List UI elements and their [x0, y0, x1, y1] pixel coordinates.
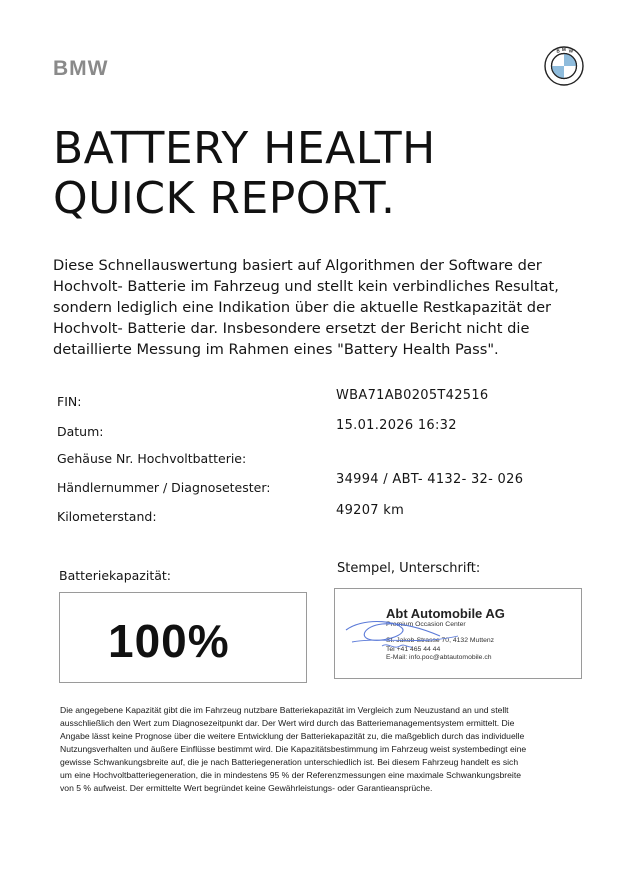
- intro-line: sondern lediglich eine Indikation über die aktuelle Restkapazität der: [53, 299, 552, 316]
- capacity-label: Batteriekapazität:: [59, 568, 172, 583]
- svg-text:B: B: [556, 48, 560, 54]
- battery-housing-label: Gehäuse Nr. Hochvoltbatterie:: [57, 451, 247, 466]
- date-label: Datum:: [57, 424, 104, 439]
- intro-line: detaillierte Messung im Rahmen eines "Battery Health Pass".: [53, 341, 499, 358]
- fin-value: WBA71AB0205T42516: [336, 388, 489, 403]
- svg-text:W: W: [568, 48, 574, 54]
- stamp-company: Abt Automobile AG: [386, 606, 505, 621]
- footnote-line: von 5 % aufweist. Der ermittelte Wert begründet keine Gewährleistungs- oder Garantieansprüche.: [60, 783, 433, 793]
- footnote-line: gewisse Schwankungsbreite auf, die je nach Batteriegeneration unterschiedlich ist. Bei diesem Fahrzeug handelt es sich: [60, 757, 519, 767]
- stamp-phone: Tel +41 465 44 44: [386, 646, 441, 653]
- bmw-logo-icon: [544, 46, 584, 86]
- dealer-label: Händlernummer / Diagnosetester:: [57, 480, 271, 495]
- footnote-line: Die angegebene Kapazität gibt die im Fahrzeug nutzbare Batteriekapazität im Vergleich zum Neuzustand an und stellt: [60, 705, 509, 715]
- footnote-line: um eine Hochvoltbatteriegeneration, die in mindestens 95 % der Referenzmessungen eine maximale Schwankungsbreite: [60, 770, 521, 780]
- footnote-line: Angabe lässt keine Prognose über die weitere Entwicklung der Batteriekapazität zu, die maßgeblich durch das individuelle: [60, 731, 525, 741]
- footnote-line: ausschließlich den Wert zum Diagnosezeitpunkt dar. Der Wert wird durch das Batteriemanagementsystem ermittelt. Die: [60, 718, 515, 728]
- title-line-1: BATTERY HEALTH: [53, 123, 436, 174]
- date-value: 15.01.2026 16:32: [336, 418, 457, 433]
- mileage-value: 49207 km: [336, 503, 405, 518]
- intro-line: Diese Schnellauswertung basiert auf Algorithmen der Software der: [53, 257, 542, 274]
- stamp-email: E-Mail: info.poc@abtautomobile.ch: [386, 654, 492, 661]
- brand-wordmark: BMW: [53, 57, 109, 80]
- signature-scribble: [342, 612, 462, 660]
- mileage-label: Kilometerstand:: [57, 509, 157, 524]
- intro-line: Hochvolt- Batterie dar. Insbesondere ersetzt der Bericht nicht die: [53, 320, 530, 337]
- footnote-line: Nutzungsverhalten und äußere Einflüsse bestimmt wird. Die Kapazitätsbestimmung im Fahrzeug weist systembedingt eine: [60, 744, 527, 754]
- fin-label: FIN:: [57, 394, 82, 409]
- intro-line: Hochvolt- Batterie im Fahrzeug und stellt kein verbindliches Resultat,: [53, 278, 559, 295]
- report-title: [53, 124, 436, 224]
- capacity-value: 100%: [108, 615, 230, 667]
- title-line-2: QUICK REPORT.: [53, 173, 396, 224]
- disclaimer-footnote: [60, 704, 570, 795]
- stamp-label: Stempel, Unterschrift:: [337, 561, 481, 576]
- dealer-value: 34994 / ABT- 4132- 32- 026: [336, 472, 524, 487]
- stamp-address: St. Jakob-Strasse 70, 4132 Muttenz: [386, 637, 495, 644]
- intro-paragraph: [53, 255, 573, 360]
- stamp-subtitle: Premium Occasion Center: [386, 621, 466, 628]
- svg-text:M: M: [562, 47, 566, 53]
